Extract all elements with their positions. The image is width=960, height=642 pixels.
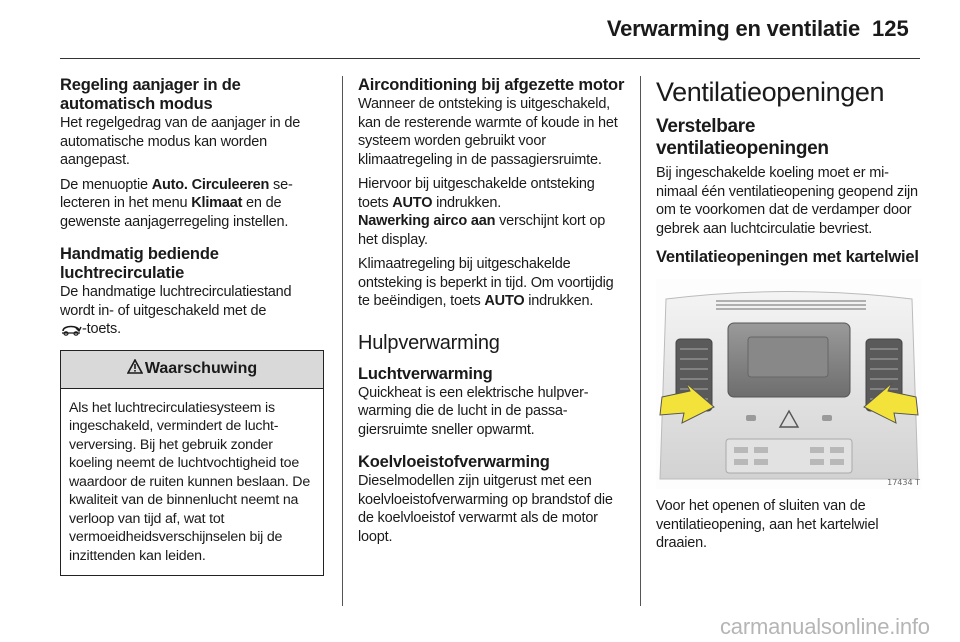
paragraph: Het regelgedrag van de aanjager in de automatische modus kan worden aangepast. xyxy=(60,115,301,168)
warning-title: Waarschuwing xyxy=(144,360,258,377)
section-heading-adjustable-vents: Verstelbare ventilatieopeningen xyxy=(656,116,829,159)
section-heading-auxiliary-heating: Hulpverwarming xyxy=(358,331,500,354)
paragraph: Bij ingeschakelde koeling moet er minimaal één ventilatieopening geopend zijn om te voorkomen dat de verdamper door gebrek aan luchtcirculatie bevriest. xyxy=(656,165,918,237)
recirculation-icon xyxy=(60,322,82,342)
menu-name-label: Klimaat xyxy=(191,195,243,211)
paragraph: Dieselmodellen zijn uitgerust met een koelvloeistofverwarming op brandstof die de koelvloeistof verwarmt als de motor loopt. xyxy=(358,473,613,545)
paragraph: Quickheat is een elektrische hulpverwarming die de lucht in de passagiersruimte sneller opwarmt. xyxy=(358,384,589,438)
section-heading-coolant-heating: Koelvloeistofverwarming xyxy=(358,453,550,471)
column-2 xyxy=(358,76,626,552)
warning-box xyxy=(60,350,324,577)
section-heading-aircon-engine-off: Airconditioning bij afgezette motor xyxy=(358,76,625,94)
section-heading-air-heating: Luchtverwarming xyxy=(358,364,493,383)
auto-key-label: AUTO xyxy=(484,293,525,309)
paragraph: Hiervoor bij uitgeschakelde ontsteking toets AUTO indrukken. Nawerking airco aan verschijnt kort op het display. xyxy=(358,176,606,248)
warning-triangle-icon xyxy=(127,359,143,379)
section-heading-vents-thumbwheel: Ventilatieopeningen met kartelwiel xyxy=(656,248,919,266)
chapter-title: Ventilatieopeningen xyxy=(656,77,885,107)
column-1 xyxy=(60,76,326,576)
figure-number: 17434 T xyxy=(887,478,920,487)
header-title: Verwarming en ventilatie xyxy=(606,16,860,41)
menu-option-label: Auto. Circuleeren xyxy=(151,176,270,193)
warning-text: Als het luchtrecirculatiesysteem is ingeschakeld, vermindert de luchtverversing. Bij het gebruik zonder koeling neemt de luchtvochtigheid toe waardoor de ruiten kunnen beslaan. De kwaliteit van de binnenlucht neemt na verloop van tijd af, wat tot vermoeidheidsverschijnselen bij de inzittenden kan leiden. xyxy=(69,399,311,564)
paragraph: Klimaatregeling bij uitgeschakelde ontsteking is beperkt in tijd. Om voortijdig te beëindigen, toets AUTO indrukken. xyxy=(358,256,614,309)
paragraph: Wanneer de ontsteking is uitgeschakeld, kan de resterende warmte of koude in het systeem worden gebruikt voor klimaatregeling in de passagiersruimte. xyxy=(358,96,618,168)
page-number: 125 xyxy=(872,16,909,41)
vent-illustration xyxy=(656,279,922,489)
watermark: carmanualsonline.info xyxy=(720,614,930,639)
warning-header xyxy=(61,351,323,389)
column-divider-1 xyxy=(342,76,343,606)
header-rule xyxy=(60,58,920,59)
section-heading-recirculation: Handmatig bediende luchtrecirculatie xyxy=(60,245,219,282)
column-3 xyxy=(656,76,924,559)
auto-key-label: AUTO xyxy=(392,194,433,211)
paragraph: De menuoptie Auto. Circuleeren selecteren in het menu Klimaat en de gewenste aanjagerregeling instellen. xyxy=(60,176,293,230)
paragraph: Voor het openen of sluiten van de ventilatieopening, aan het kartelwiel draaien. xyxy=(656,498,879,551)
column-divider-2 xyxy=(640,76,641,606)
display-message-label: Nawerking airco aan xyxy=(358,213,496,229)
paragraph: De handmatige luchtrecirculatiestand wordt in- of uitgeschakeld met de -toets. xyxy=(60,283,326,342)
section-heading-blower-auto: Regeling aanjager in de automatisch modus xyxy=(60,76,241,113)
